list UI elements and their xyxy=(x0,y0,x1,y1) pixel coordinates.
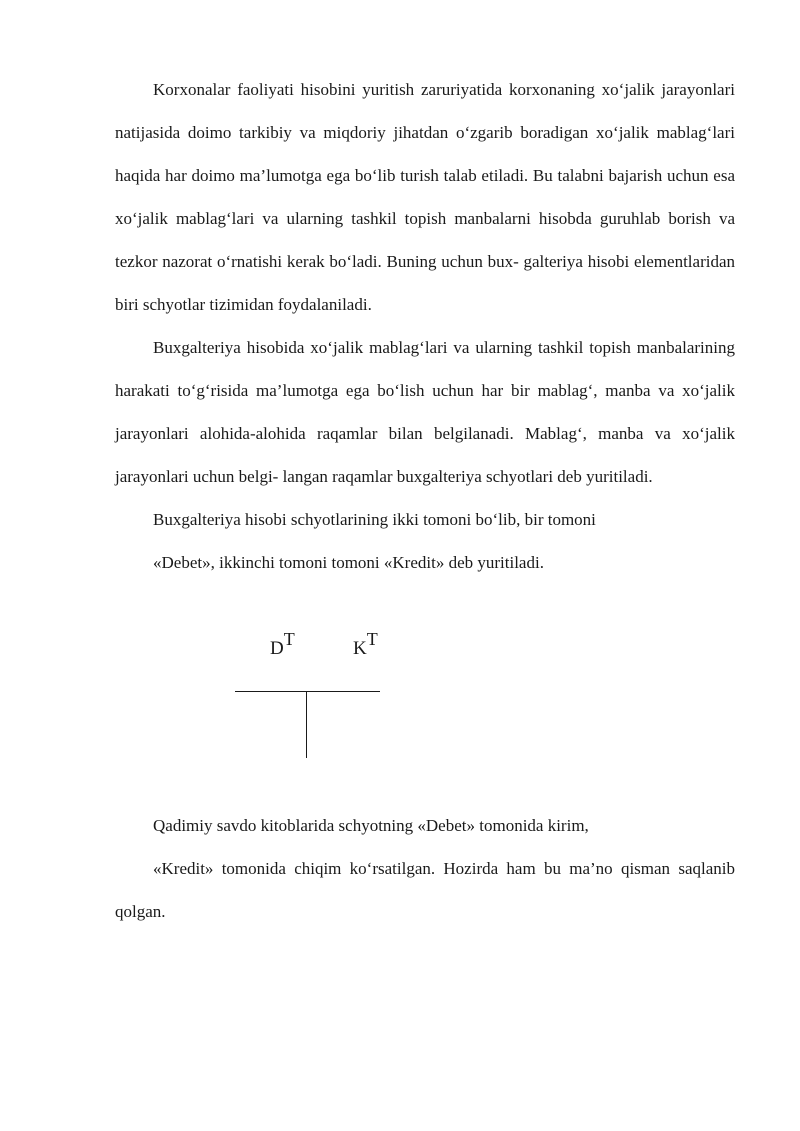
paragraph-2: Buxgalteriya hisobida xo‘jalik mablag‘lari va ularning tashkil topish manbalarining harakati to‘g‘risida ma’lumotga ega bo‘lish uchun har bir mablag‘, manba va xo‘jalik jarayonlari alohida-alohida raqamlar bilan belgilanadi. Mablag‘, manba va xo‘jalik jarayonlari uchun belgi- langan raqamlar buxgalteriya schyotlari deb yuritiladi. xyxy=(115,338,735,486)
t-account-vertical-line xyxy=(306,691,307,758)
paragraph-1: Korxonalar faoliyati hisobini yuritish zaruriyatida korxonaning xo‘jalik jarayonlari natijasida doimo tarkibiy va miqdoriy jihatdan o‘zgarib boradigan xo‘jalik mablag‘lari haqida har doimo ma’lumotga ega bo‘lib turish talab etiladi. Bu talabni bajarish uchun esa xo‘jalik mablag‘lari va ularning tashkil topish manbalarni hisobda guruhlab borish va tezkor nazorat o‘rnatishi kerak bo‘ladi. Buning uchun bux- galteriya hisobi elementlaridan biri schyotlar tizimidan foydalaniladi. xyxy=(115,80,735,314)
debit-superscript: T xyxy=(283,628,295,649)
t-account-diagram xyxy=(115,584,735,804)
credit-superscript: T xyxy=(366,628,378,649)
credit-label xyxy=(353,628,378,660)
debit-label xyxy=(270,628,295,660)
paragraph-4-line-1: Qadimiy savdo kitoblarida schyotning «Debet» tomonida kirim, xyxy=(153,816,589,835)
document-page xyxy=(115,68,735,933)
paragraph-3-line-2: «Debet», ikkinchi tomoni tomoni «Kredit» deb yuritiladi. xyxy=(153,553,544,572)
paragraph-3-line-1: Buxgalteriya hisobi schyotlarining ikki tomoni bo‘lib, bir tomoni xyxy=(153,510,596,529)
t-account-top-line xyxy=(235,691,380,692)
debit-letter: D xyxy=(270,638,284,659)
paragraph-4-rest: «Kredit» tomonida chiqim ko‘rsatilgan. Hozirda ham bu ma’no qisman saqlanib qolgan. xyxy=(115,859,735,921)
paragraph-4 xyxy=(115,804,735,933)
paragraph-3 xyxy=(115,498,735,584)
credit-letter: K xyxy=(353,638,367,659)
